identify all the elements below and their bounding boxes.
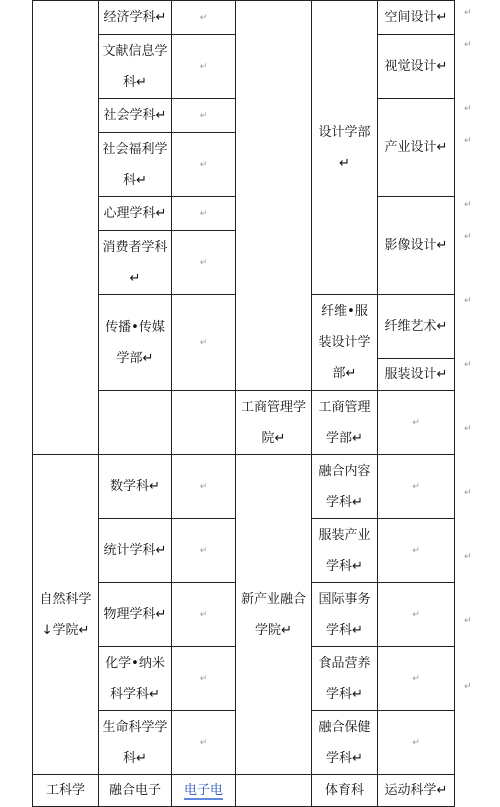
cell-international-affairs: 国际事务学科↵	[312, 583, 378, 647]
cell-empty-c6	[378, 711, 455, 775]
margin-mark: ↵	[464, 296, 472, 306]
paragraph-mark: ↵	[199, 160, 208, 170]
cell-empty-c3	[172, 133, 236, 197]
cell-empty-c6	[378, 647, 455, 711]
cell-empty-c6	[378, 455, 455, 519]
paragraph-mark: ↵	[199, 111, 208, 121]
cell-food-nutrition: 食品营养学科↵	[312, 647, 378, 711]
margin-mark: ↵	[464, 682, 472, 692]
cell-social-welfare: 社会福利学科↵	[99, 133, 172, 197]
margin-mark: ↵	[464, 424, 472, 434]
cell-empty-col1	[33, 1, 99, 455]
paragraph-mark: ↵	[199, 209, 208, 219]
cell-empty-col4	[236, 1, 312, 391]
margin-mark: ↵	[464, 40, 472, 50]
margin-mark: ↵	[464, 360, 472, 370]
cell-convergence-content: 融合内容学科↵	[312, 455, 378, 519]
cell-fashion-dept: 纤维•服装设计学部↵	[312, 295, 378, 391]
paragraph-mark: ↵	[412, 418, 420, 428]
cell-empty-c3	[172, 519, 236, 583]
paragraph-mark: ↵	[199, 62, 208, 72]
margin-mark: ↵	[464, 616, 472, 626]
paragraph-mark: ↵	[412, 674, 420, 684]
paragraph-mark: ↵	[199, 738, 208, 748]
cell-empty-c4	[236, 775, 312, 807]
paragraph-mark: ↵	[412, 738, 420, 748]
margin-mark: ↵	[464, 136, 472, 146]
cell-engineering: 工科学	[33, 775, 99, 807]
cell-electronics	[172, 775, 236, 807]
cell-empty-c3	[172, 647, 236, 711]
cell-space-design: 空间设计↵	[378, 1, 455, 35]
margin-mark: ↵	[464, 552, 472, 562]
cell-chem-nano: 化学•纳米科学科↵	[99, 647, 172, 711]
cell-visual-design: 视觉设计↵	[378, 35, 455, 99]
cell-design-dept: 设计学部↵	[312, 1, 378, 295]
cell-empty-c3	[172, 583, 236, 647]
cell-empty-c3	[172, 231, 236, 295]
cell-psychology: 心理学科↵	[99, 197, 172, 231]
cell-empty-c3	[172, 391, 236, 455]
cell-life-science: 生命科学学科↵	[99, 711, 172, 775]
cell-empty-c3	[172, 35, 236, 99]
cell-physics: 物理学科↵	[99, 583, 172, 647]
cell-natural-science-college: 自然科学↓学院↵	[33, 455, 99, 775]
cell-business-admin: 工商管理学部↵	[312, 391, 378, 455]
cell-sociology: 社会学科↵	[99, 99, 172, 133]
margin-mark: ↵	[464, 200, 472, 210]
cell-sports-science: 运动科学↵	[378, 775, 455, 807]
cell-product-design: 产业设计↵	[378, 99, 455, 197]
paragraph-mark: ↵	[412, 482, 420, 492]
cell-consumer: 消费者学科↵	[99, 231, 172, 295]
cell-empty-c3	[172, 711, 236, 775]
paragraph-mark: ↵	[199, 482, 208, 492]
cell-empty-c3	[172, 1, 236, 35]
cell-apparel-industry: 服装产业学科↵	[312, 519, 378, 583]
cell-empty-c6	[378, 519, 455, 583]
paragraph-mark: ↵	[199, 258, 208, 268]
cell-empty-c3	[172, 295, 236, 391]
paragraph-mark: ↵	[199, 13, 208, 23]
paragraph-mark: ↵	[199, 546, 208, 556]
margin-mark: ↵	[464, 8, 472, 18]
cell-clothing-design: 服装设计↵	[378, 359, 455, 391]
paragraph-mark: ↵	[412, 610, 420, 620]
cell-empty-c3	[172, 99, 236, 133]
cell-empty-c2	[99, 391, 172, 455]
paragraph-mark: ↵	[199, 674, 208, 684]
cell-video-design: 影像设计↵	[378, 197, 455, 295]
paragraph-mark: ↵	[199, 610, 208, 620]
cell-math: 数学科↵	[99, 455, 172, 519]
cell-convergence-health: 融合保健学科↵	[312, 711, 378, 775]
cell-empty-c3	[172, 455, 236, 519]
cell-fusion-electronics: 融合电子	[99, 775, 172, 807]
cell-empty-c6	[378, 391, 455, 455]
cell-communication: 传播•传媒学部↵	[99, 295, 172, 391]
cell-empty-c6	[378, 583, 455, 647]
spellcheck-underline-text: 电子电	[183, 783, 223, 798]
paragraph-mark: ↵	[199, 338, 208, 348]
cell-business-school: 工商管理学院↵	[236, 391, 312, 455]
cell-textile-art: 纤维艺术↵	[378, 295, 455, 359]
margin-mark: ↵	[464, 488, 472, 498]
departments-table	[32, 0, 455, 807]
paragraph-mark: ↵	[412, 546, 420, 556]
cell-statistics: 统计学科↵	[99, 519, 172, 583]
cell-economics: 经济学科↵	[99, 1, 172, 35]
margin-mark: ↵	[464, 232, 472, 242]
cell-new-industry-college: 新产业融合学院↵	[236, 455, 312, 775]
margin-mark: ↵	[464, 104, 472, 114]
cell-empty-c3	[172, 197, 236, 231]
cell-physical-education: 体育科	[312, 775, 378, 807]
cell-literature-info: 文献信息学科↵	[99, 35, 172, 99]
